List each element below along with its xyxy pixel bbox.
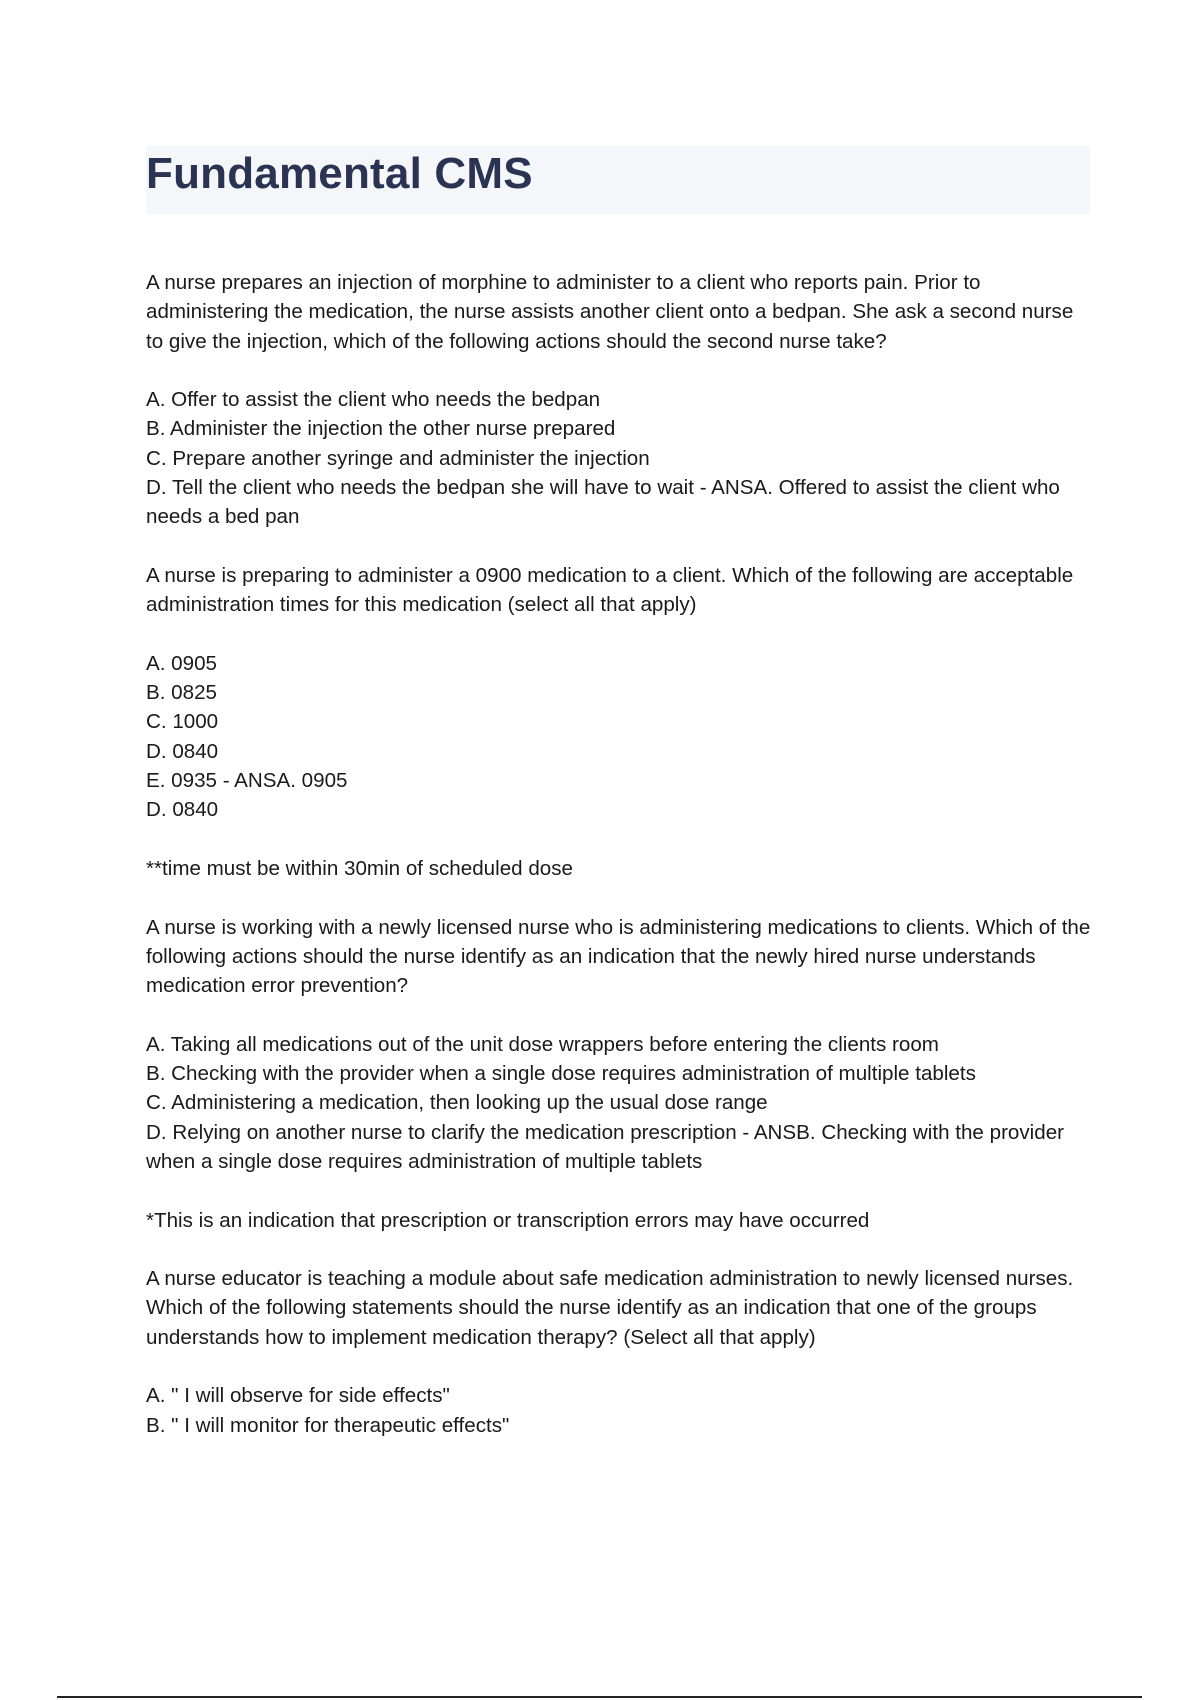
question-2-option-d: D. 0840 — [146, 739, 219, 763]
question-3-options — [146, 1030, 1091, 1176]
question-3-option-d: D. Relying on another nurse to clarify the medication prescription - ANSB. Checking with the provider when a single dose requires administration of multiple tablets — [146, 1120, 1065, 1173]
question-3-option-c: C. Administering a medication, then looking up the usual dose range — [146, 1091, 768, 1115]
document-body — [146, 268, 1091, 1469]
question-2-note: **time must be within 30min of scheduled dose — [146, 856, 573, 880]
document-title: Fundamental CMS — [146, 149, 533, 198]
question-3-stem: A nurse is working with a newly licensed nurse who is administering medications to clients. Which of the following actions should the nurse identify as an indication that the newly hired nurse understands medication error prevention? — [146, 915, 1091, 998]
question-4-stem: A nurse educator is teaching a module about safe medication administration to newly licensed nurses. Which of the following statements should the nurse identify as an indication that one of the groups understands how to implement medication therapy? (Select all that apply) — [146, 1267, 1074, 1349]
question-1-option-a: A. Offer to assist the client who needs the bedpan — [146, 388, 601, 412]
question-2-options — [146, 649, 1091, 825]
question-1-options — [146, 385, 1091, 531]
question-1-option-c: C. Prepare another syringe and administer the injection — [146, 446, 650, 470]
question-3-note: *This is an indication that prescription or transcription errors may have occurred — [146, 1208, 870, 1232]
question-2-option-b: B. 0825 — [146, 681, 217, 705]
question-4-options — [146, 1381, 1091, 1440]
question-2-option-e: E. 0935 - ANSA. 0905 — [146, 769, 348, 793]
question-4-option-b: B. " I will monitor for therapeutic effects" — [146, 1413, 510, 1437]
question-2-answer-repeat: D. 0840 — [146, 798, 219, 822]
question-1-option-b: B. Administer the injection the other nurse prepared — [146, 417, 616, 441]
question-1-option-d: D. Tell the client who needs the bedpan she will have to wait - ANSA. Offered to assist the client who needs a bed pan — [146, 476, 1060, 529]
question-2-stem: A nurse is preparing to administer a 0900 medication to a client. Which of the following are acceptable administration times for this medication (select all that apply) — [146, 563, 1074, 617]
question-3-option-a: A. Taking all medications out of the unit dose wrappers before entering the clients room — [146, 1032, 939, 1056]
question-2-option-a: A. 0905 — [146, 651, 217, 675]
question-4-option-a: A. " I will observe for side effects" — [146, 1384, 450, 1408]
question-1-stem: A nurse prepares an injection of morphine to administer to a client who reports pain. Prior to administering the medication, the nurse assists another client onto a bedpan. She ask a second nurse to give the injection, which of the following actions should the second nurse take? — [146, 271, 1074, 353]
question-3-option-b: B. Checking with the provider when a single dose requires administration of multiple tablets — [146, 1062, 976, 1086]
footer-divider — [57, 1696, 1142, 1698]
question-2-option-c: C. 1000 — [146, 710, 219, 734]
